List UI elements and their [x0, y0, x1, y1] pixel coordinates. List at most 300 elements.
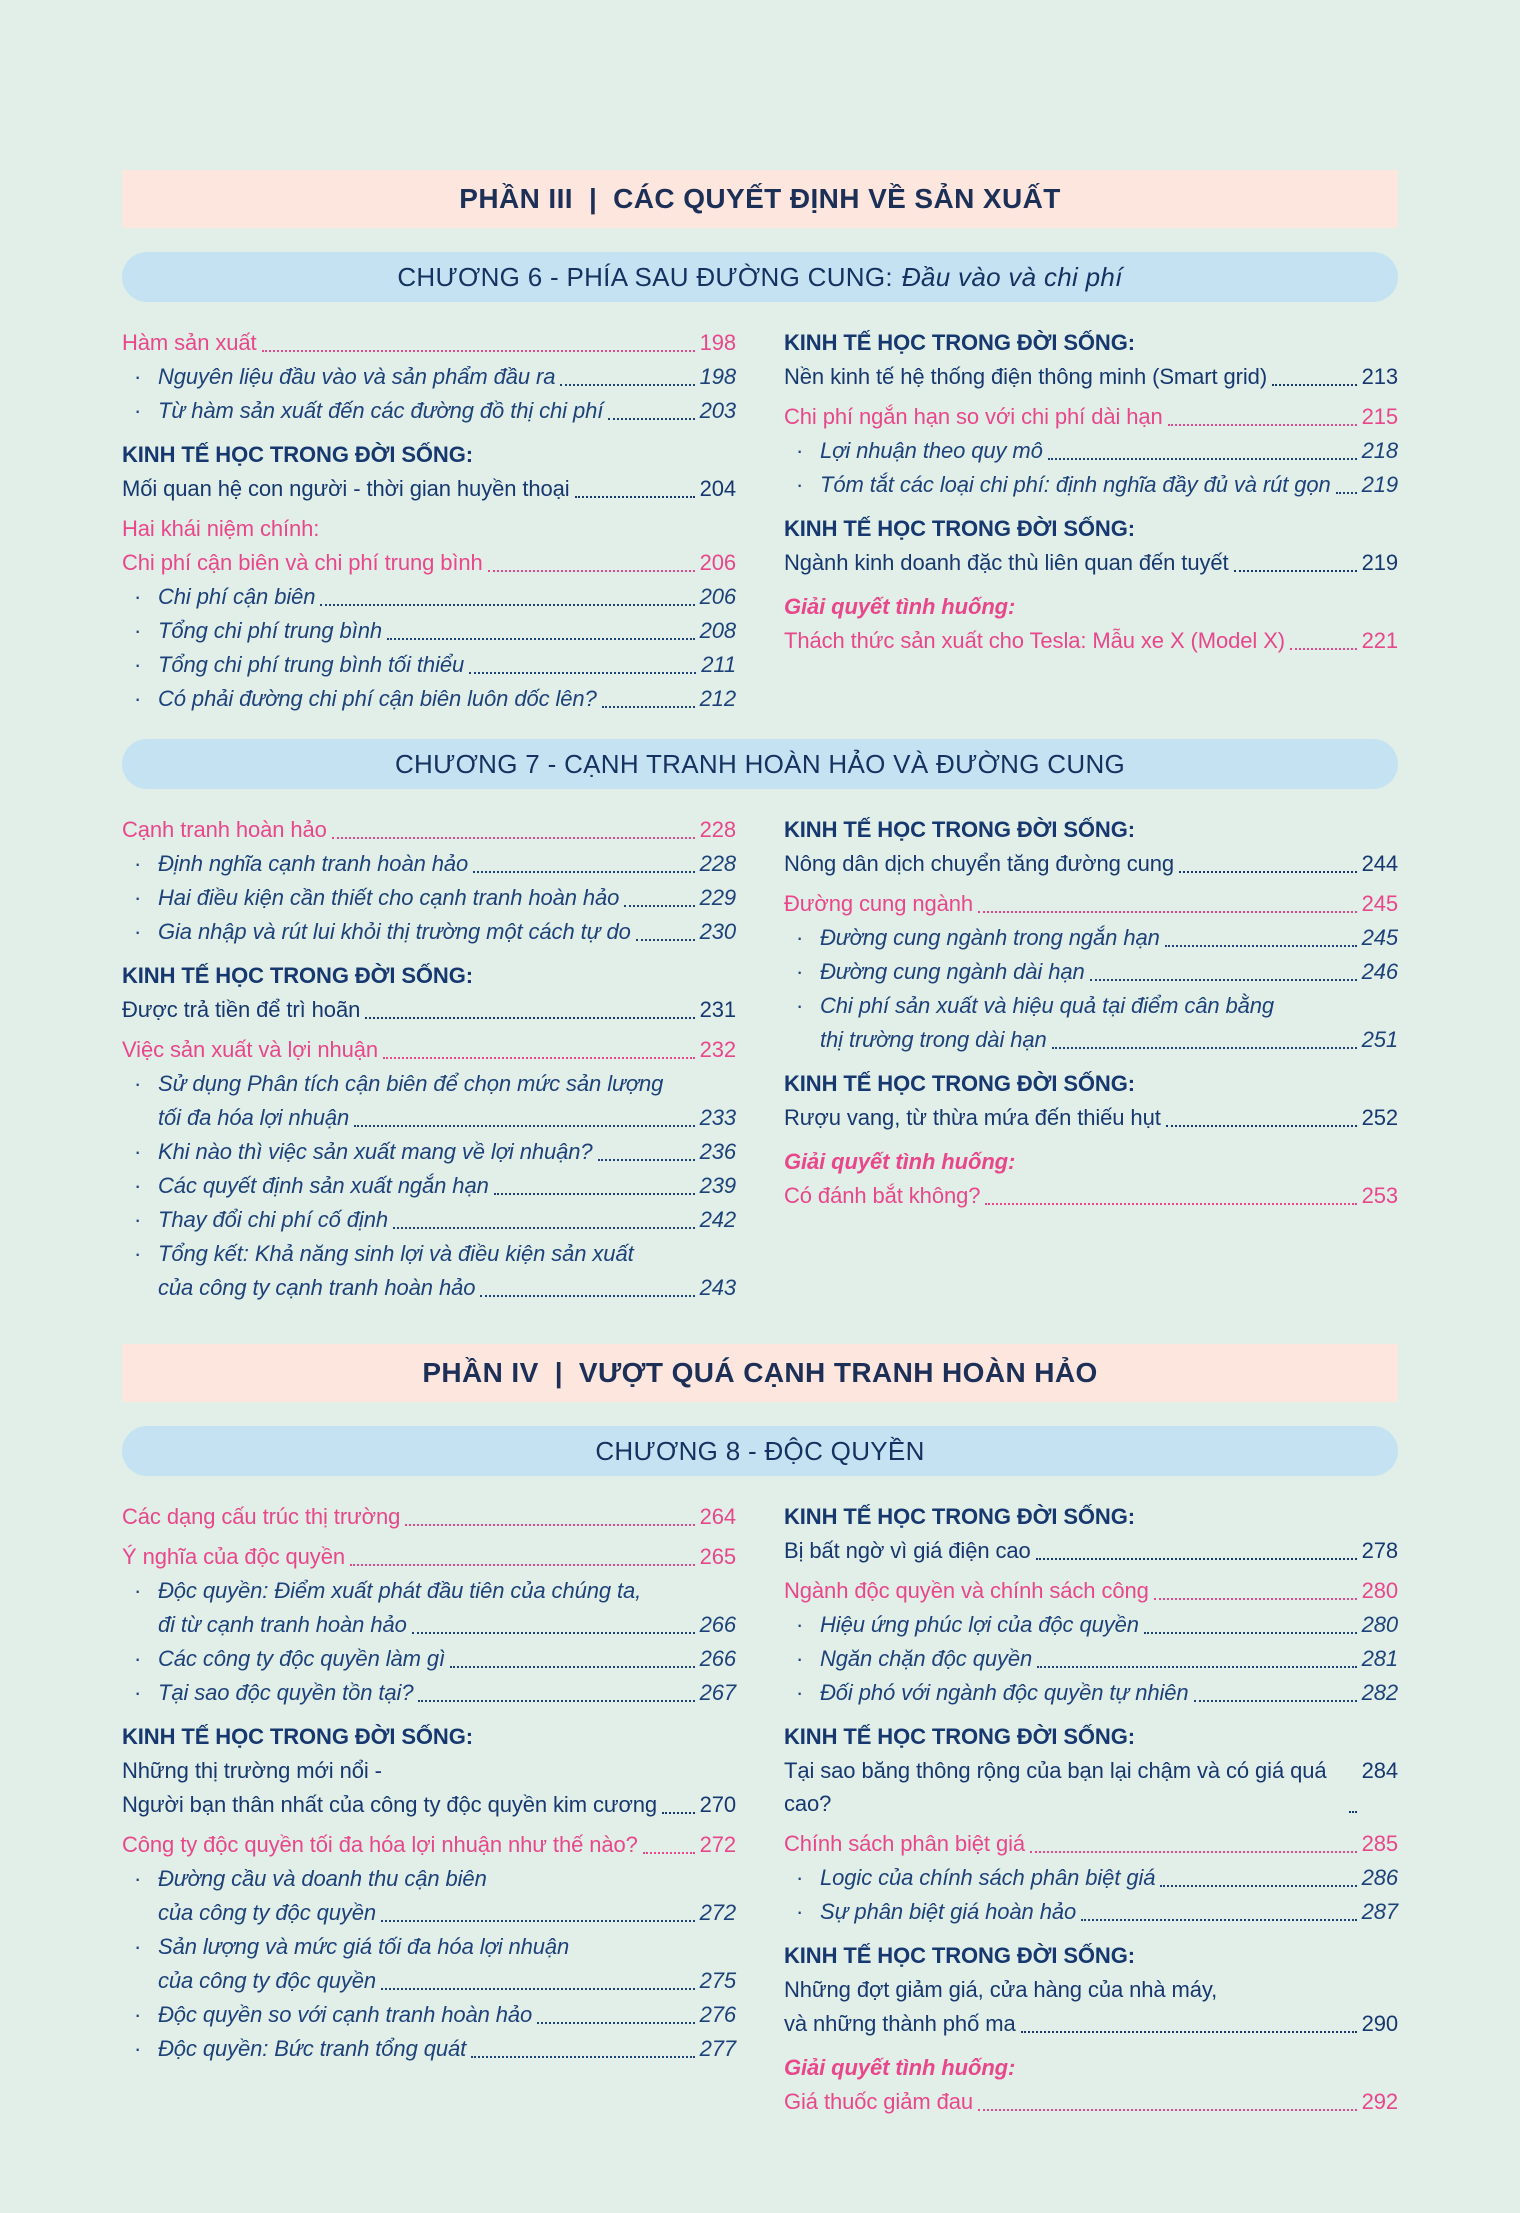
toc-entry — [122, 1169, 736, 1202]
page-number: 285 — [1361, 1831, 1398, 1856]
page-number: 270 — [699, 1792, 736, 1817]
toc-entry — [122, 1608, 736, 1641]
bullet-marker: · — [134, 851, 142, 876]
toc-entry — [122, 614, 736, 647]
dot-leader — [1052, 1047, 1357, 1049]
entry-text: Ngành kinh doanh đặc thù liên quan đến tuyết — [784, 550, 1229, 575]
toc-entry — [122, 1896, 736, 1929]
bullet-marker: · — [796, 1865, 804, 1890]
entry-text: Chính sách phân biệt giá — [784, 1831, 1025, 1856]
dot-leader — [494, 1193, 695, 1195]
bullet-marker: · — [134, 652, 142, 677]
page-number: 245 — [1361, 925, 1398, 950]
page-number: 211 — [701, 652, 736, 677]
entry-text: Ngành độc quyền và chính sách công — [784, 1578, 1149, 1603]
entry-text: Ý nghĩa của độc quyền — [122, 1544, 345, 1569]
bullet-marker: · — [134, 2036, 142, 2061]
toc-entry — [122, 682, 736, 715]
entry-text: Logic của chính sách phân biệt giá — [820, 1865, 1156, 1890]
entry-text: Giá thuốc giảm đau — [784, 2089, 973, 2114]
dot-leader — [1336, 492, 1357, 494]
toc-entry — [122, 1788, 736, 1821]
page-number: 213 — [1361, 364, 1398, 389]
toc-entry — [122, 546, 736, 579]
toc-entry — [784, 468, 1398, 501]
dot-leader — [985, 1203, 1356, 1205]
toc-entry — [784, 1534, 1398, 1567]
toc-columns — [122, 326, 1398, 715]
dot-leader — [575, 496, 695, 498]
entry-text: KINH TẾ HỌC TRONG ĐỜI SỐNG: — [122, 1724, 473, 1749]
toc-entry — [122, 1033, 736, 1066]
toc-entry — [122, 1642, 736, 1675]
dot-leader — [1179, 871, 1357, 873]
dot-leader — [1160, 1885, 1356, 1887]
toc-column-left — [122, 326, 736, 715]
bullet-marker: · — [796, 959, 804, 984]
toc-entry — [122, 326, 736, 359]
page-number: 276 — [699, 2002, 736, 2027]
page-number: 272 — [699, 1900, 736, 1925]
toc-entry — [784, 2007, 1398, 2040]
toc-entry — [784, 360, 1398, 393]
page-number: 198 — [699, 330, 736, 355]
bullet-marker: · — [134, 1207, 142, 1232]
entry-text: của công ty độc quyền — [158, 1968, 377, 1993]
dot-leader — [1021, 2031, 1357, 2033]
bullet-marker: · — [796, 472, 804, 497]
toc-columns — [122, 813, 1398, 1304]
page-number: 243 — [699, 1275, 736, 1300]
dot-leader — [537, 2022, 694, 2024]
chapter-banner — [122, 739, 1398, 789]
entry-text: Tại sao độc quyền tồn tại? — [158, 1680, 414, 1705]
chapter-subtitle: Đầu vào và chi phí — [901, 261, 1123, 292]
page-number: 287 — [1361, 1899, 1398, 1924]
entry-text: Chi phí ngắn hạn so với chi phí dài hạn — [784, 404, 1163, 429]
toc-entry — [122, 648, 736, 681]
entry-text: Tổng kết: Khả năng sinh lợi và điều kiện sản xuất — [158, 1241, 634, 1266]
entry-text: Chi phí cận biên — [158, 584, 316, 609]
page-number: 267 — [699, 1680, 736, 1705]
dot-leader — [636, 939, 695, 941]
part-banner — [122, 1344, 1398, 1402]
toc-entry — [784, 1676, 1398, 1709]
bullet-marker: · — [796, 1899, 804, 1924]
page-number: 232 — [699, 1037, 736, 1062]
bullet-marker: · — [134, 618, 142, 643]
bullet-marker: · — [134, 686, 142, 711]
bullet-marker: · — [134, 1866, 142, 1891]
dot-leader — [1037, 1666, 1356, 1668]
page-number: 252 — [1361, 1105, 1398, 1130]
toc-entry — [122, 2032, 736, 2065]
toc-entry — [784, 1720, 1398, 1753]
dot-leader — [387, 638, 695, 640]
dot-leader — [1030, 1851, 1357, 1853]
entry-text: Hai điều kiện cần thiết cho cạnh tranh hoàn hảo — [158, 885, 620, 910]
entry-text: Hiệu ứng phúc lợi của độc quyền — [820, 1612, 1139, 1637]
dot-leader — [1165, 945, 1357, 947]
toc-entry — [122, 1271, 736, 1304]
toc-entry — [784, 1574, 1398, 1607]
dot-leader — [1194, 1700, 1357, 1702]
dot-leader — [381, 1988, 695, 1990]
part-divider: | — [588, 183, 598, 214]
bullet-marker: · — [134, 1578, 142, 1603]
entry-text: của công ty độc quyền — [158, 1900, 377, 1925]
toc-entry — [784, 1827, 1398, 1860]
entry-text: Nền kinh tế hệ thống điện thông minh (Smart grid) — [784, 364, 1268, 389]
dot-leader — [350, 1564, 695, 1566]
entry-text: của công ty cạnh tranh hoàn hảo — [158, 1275, 476, 1300]
page-number: 228 — [699, 851, 736, 876]
toc-entry — [122, 1101, 736, 1134]
entry-text: Lợi nhuận theo quy mô — [820, 438, 1043, 463]
page-number: 286 — [1361, 1865, 1398, 1890]
dot-leader — [1081, 1919, 1356, 1921]
page-number: 245 — [1361, 891, 1398, 916]
bullet-marker: · — [134, 364, 142, 389]
entry-text: và những thành phố ma — [784, 2011, 1016, 2036]
part-label: PHẦN IV — [422, 1357, 539, 1388]
entry-text: Đường cung ngành dài hạn — [820, 959, 1085, 984]
dot-leader — [354, 1125, 694, 1127]
dot-leader — [602, 706, 695, 708]
toc-entry — [784, 1973, 1398, 2006]
bullet-marker: · — [796, 1646, 804, 1671]
toc-entry — [122, 1862, 736, 1895]
toc-entry — [784, 847, 1398, 880]
dot-leader — [381, 1920, 695, 1922]
dot-leader — [1290, 648, 1357, 650]
toc-entry — [784, 1861, 1398, 1894]
bullet-marker: · — [134, 2002, 142, 2027]
dot-leader — [624, 905, 694, 907]
toc-entry — [122, 1540, 736, 1573]
entry-text: Có đánh bắt không? — [784, 1183, 981, 1208]
toc-entry — [784, 1608, 1398, 1641]
part-label: PHẦN III — [459, 183, 573, 214]
toc-entry — [784, 1145, 1398, 1178]
toc-entry — [122, 472, 736, 505]
bullet-marker: · — [134, 919, 142, 944]
toc-entry — [122, 959, 736, 992]
page-number: 236 — [699, 1139, 736, 1164]
dot-leader — [978, 2109, 1357, 2111]
entry-text: Giải quyết tình huống: — [784, 594, 1016, 619]
dot-leader — [1144, 1632, 1357, 1634]
entry-text: Những đợt giảm giá, cửa hàng của nhà máy, — [784, 1977, 1218, 2002]
toc-entry — [122, 1067, 736, 1100]
entry-text: Tóm tắt các loại chi phí: định nghĩa đầy đủ và rút gọn — [820, 472, 1331, 497]
page-number: 280 — [1361, 1578, 1398, 1603]
dot-leader — [365, 1017, 694, 1019]
entry-text: Bị bất ngờ vì giá điện cao — [784, 1538, 1031, 1563]
entry-text: Chi phí cận biên và chi phí trung bình — [122, 550, 483, 575]
dot-leader — [488, 570, 695, 572]
toc-entry — [784, 400, 1398, 433]
toc-entry — [122, 881, 736, 914]
toc-entry — [122, 438, 736, 471]
dot-leader — [471, 2056, 694, 2058]
toc-entry — [122, 1720, 736, 1753]
page-number: 204 — [699, 476, 736, 501]
page-number: 212 — [699, 686, 736, 711]
toc-entry — [122, 1676, 736, 1709]
toc-entry — [784, 1500, 1398, 1533]
entry-text: Gia nhập và rút lui khỏi thị trường một cách tự do — [158, 919, 631, 944]
bullet-marker: · — [796, 993, 804, 1018]
bullet-marker: · — [796, 925, 804, 950]
toc-entry — [122, 1203, 736, 1236]
bullet-marker: · — [134, 584, 142, 609]
part-banner — [122, 170, 1398, 228]
entry-text: Tổng chi phí trung bình tối thiểu — [158, 652, 465, 677]
entry-text: Khi nào thì việc sản xuất mang về lợi nhuận? — [158, 1139, 593, 1164]
page-number: 292 — [1361, 2089, 1398, 2114]
entry-text: Ngăn chặn độc quyền — [820, 1646, 1033, 1671]
page-number: 281 — [1361, 1646, 1398, 1671]
page-number: 290 — [1361, 2011, 1398, 2036]
toc-entry — [784, 512, 1398, 545]
entry-text: Đường cầu và doanh thu cận biên — [158, 1866, 487, 1891]
entry-text: KINH TẾ HỌC TRONG ĐỜI SỐNG: — [784, 1504, 1135, 1529]
entry-text: Việc sản xuất và lợi nhuận — [122, 1037, 379, 1062]
entry-text: Nguyên liệu đầu vào và sản phẩm đầu ra — [158, 364, 556, 389]
entry-text: Rượu vang, từ thừa mứa đến thiếu hụt — [784, 1105, 1161, 1130]
page-number: 266 — [699, 1646, 736, 1671]
entry-text: đi từ cạnh tranh hoàn hảo — [158, 1612, 407, 1637]
page-number: 246 — [1361, 959, 1398, 984]
page-number: 272 — [699, 1832, 736, 1857]
dot-leader — [662, 1812, 695, 1814]
entry-text: Chi phí sản xuất và hiệu quả tại điểm cân bằng — [820, 993, 1275, 1018]
toc-column-right — [784, 1500, 1398, 2118]
bullet-marker: · — [134, 1241, 142, 1266]
entry-text: KINH TẾ HỌC TRONG ĐỜI SỐNG: — [784, 1943, 1135, 1968]
toc-column-right — [784, 813, 1398, 1304]
entry-text: Hai khái niệm chính: — [122, 516, 320, 541]
entry-text: Đối phó với ngành độc quyền tự nhiên — [820, 1680, 1189, 1705]
dot-leader — [1036, 1558, 1357, 1560]
page-number: 253 — [1361, 1183, 1398, 1208]
toc-entry — [122, 1500, 736, 1533]
toc-entry — [122, 1964, 736, 1997]
toc-entry — [122, 993, 736, 1026]
chapter-title: CHƯƠNG 6 - PHÍA SAU ĐƯỜNG CUNG: — [397, 261, 893, 292]
entry-text: Các công ty độc quyền làm gì — [158, 1646, 446, 1671]
entry-text: Thay đổi chi phí cố định — [158, 1207, 388, 1232]
dot-leader — [1166, 1125, 1357, 1127]
page-number: 275 — [699, 1968, 736, 1993]
entry-text: Có phải đường chi phí cận biên luôn dốc lên? — [158, 686, 597, 711]
page-number: 284 — [1361, 1758, 1398, 1783]
toc-entry — [122, 1237, 736, 1270]
chapter-title: CHƯƠNG 7 - CẠNH TRANH HOÀN HẢO VÀ ĐƯỜNG CUNG — [394, 748, 1126, 779]
dot-leader — [978, 911, 1357, 913]
part-divider: | — [554, 1357, 563, 1388]
page-number: 229 — [699, 885, 736, 910]
toc-entry — [122, 1998, 736, 2031]
toc-entry — [784, 1939, 1398, 1972]
entry-text: KINH TẾ HỌC TRONG ĐỜI SỐNG: — [784, 330, 1135, 355]
part-title: VƯỢT QUÁ CẠNH TRANH HOÀN HẢO — [578, 1357, 1098, 1388]
entry-text: Người bạn thân nhất của công ty độc quyền kim cương — [122, 1792, 658, 1817]
entry-text: Giải quyết tình huống: — [784, 2055, 1016, 2080]
toc-entry — [784, 1642, 1398, 1675]
dot-leader — [412, 1632, 695, 1634]
toc-entry — [122, 360, 736, 393]
toc-entry — [784, 326, 1398, 359]
dot-leader — [643, 1852, 695, 1854]
entry-text: Độc quyền so với cạnh tranh hoàn hảo — [158, 2002, 533, 2027]
page-number: 282 — [1361, 1680, 1398, 1705]
bullet-marker: · — [796, 1612, 804, 1637]
page-number: 218 — [1361, 438, 1398, 463]
page-number: 208 — [699, 618, 736, 643]
bullet-marker: · — [134, 1173, 142, 1198]
toc-entry — [122, 915, 736, 948]
page-number: 203 — [699, 398, 736, 423]
dot-leader — [332, 837, 695, 839]
part-title: CÁC QUYẾT ĐỊNH VỀ SẢN XUẤT — [613, 183, 1061, 214]
toc-entry — [122, 512, 736, 545]
page-number: 242 — [699, 1207, 736, 1232]
page-number: 233 — [699, 1105, 736, 1130]
toc-entry — [784, 2085, 1398, 2118]
toc-entry — [122, 1930, 736, 1963]
page-number: 264 — [699, 1504, 736, 1529]
chapter-banner — [122, 252, 1398, 302]
dot-leader — [405, 1524, 694, 1526]
dot-leader — [1154, 1598, 1357, 1600]
toc-entry — [784, 989, 1398, 1022]
entry-text: Đường cung ngành — [784, 891, 974, 916]
entry-text: Từ hàm sản xuất đến các đường đồ thị chi phí — [158, 398, 604, 423]
toc-entry — [122, 1135, 736, 1168]
page-number: 228 — [699, 817, 736, 842]
entry-text: Những thị trường mới nổi - — [122, 1758, 382, 1783]
dot-leader — [393, 1227, 695, 1229]
entry-text: KINH TẾ HỌC TRONG ĐỜI SỐNG: — [784, 516, 1135, 541]
toc-entry — [784, 1067, 1398, 1100]
page-number: 206 — [699, 584, 736, 609]
toc-entry — [784, 1179, 1398, 1212]
page-number: 215 — [1361, 404, 1398, 429]
entry-text: Đường cung ngành trong ngắn hạn — [820, 925, 1160, 950]
entry-text: Định nghĩa cạnh tranh hoàn hảo — [158, 851, 469, 876]
toc-entry — [784, 434, 1398, 467]
page-number: 280 — [1361, 1612, 1398, 1637]
dot-leader — [469, 672, 696, 674]
entry-text: KINH TẾ HỌC TRONG ĐỜI SỐNG: — [122, 442, 473, 467]
dot-leader — [1234, 570, 1357, 572]
dot-leader — [418, 1700, 694, 1702]
entry-text: Giải quyết tình huống: — [784, 1149, 1016, 1174]
toc-entry — [122, 847, 736, 880]
page-number: 251 — [1361, 1027, 1398, 1052]
toc-entry — [784, 813, 1398, 846]
page-number: 244 — [1361, 851, 1398, 876]
dot-leader — [1349, 1811, 1357, 1813]
page-number: 231 — [699, 997, 736, 1022]
entry-text: KINH TẾ HỌC TRONG ĐỜI SỐNG: — [784, 1724, 1135, 1749]
toc-entry — [784, 887, 1398, 920]
page-number: 239 — [699, 1173, 736, 1198]
entry-text: Các dạng cấu trúc thị trường — [122, 1504, 401, 1529]
toc-entry — [122, 394, 736, 427]
toc-columns — [122, 1500, 1398, 2118]
bullet-marker: · — [796, 1680, 804, 1705]
toc-entry — [784, 546, 1398, 579]
dot-leader — [1168, 424, 1357, 426]
entry-text: Độc quyền: Điểm xuất phát đầu tiên của chúng ta, — [158, 1578, 642, 1603]
entry-text: Sự phân biệt giá hoàn hảo — [820, 1899, 1077, 1924]
page-number: 266 — [699, 1612, 736, 1637]
entry-text: Được trả tiền để trì hoãn — [122, 997, 361, 1022]
toc-entry — [784, 1754, 1398, 1820]
toc-entry — [122, 1828, 736, 1861]
entry-text: KINH TẾ HỌC TRONG ĐỜI SỐNG: — [122, 963, 473, 988]
dot-leader — [450, 1666, 695, 1668]
entry-text: Hàm sản xuất — [122, 330, 257, 355]
bullet-marker: · — [134, 1934, 142, 1959]
dot-leader — [598, 1159, 695, 1161]
toc-column-left — [122, 813, 736, 1304]
entry-text: Công ty độc quyền tối đa hóa lợi nhuận như thế nào? — [122, 1832, 638, 1857]
entry-text: Cạnh tranh hoàn hảo — [122, 817, 327, 842]
dot-leader — [262, 350, 695, 352]
entry-text: Tại sao băng thông rộng của bạn lại chậm và có giá quá cao? — [784, 1758, 1327, 1816]
page-number: 219 — [1361, 550, 1398, 575]
dot-leader — [320, 604, 694, 606]
toc-entry — [784, 955, 1398, 988]
toc-entry — [784, 1023, 1398, 1056]
dot-leader — [1090, 979, 1357, 981]
toc-entry — [122, 1574, 736, 1607]
page-number: 206 — [699, 550, 736, 575]
page-number: 219 — [1361, 472, 1398, 497]
toc-entry — [784, 624, 1398, 657]
entry-text: Nông dân dịch chuyển tăng đường cung — [784, 851, 1175, 876]
page-number: 278 — [1361, 1538, 1398, 1563]
dot-leader — [560, 384, 694, 386]
toc-column-right — [784, 326, 1398, 715]
page-number: 277 — [699, 2036, 736, 2061]
entry-text: tối đa hóa lợi nhuận — [158, 1105, 350, 1130]
chapter-banner — [122, 1426, 1398, 1476]
toc-entry — [784, 921, 1398, 954]
dot-leader — [608, 418, 694, 420]
toc-entry — [784, 2051, 1398, 2084]
toc-entry — [122, 1754, 736, 1787]
entry-text: Sản lượng và mức giá tối đa hóa lợi nhuận — [158, 1934, 570, 1959]
page-number: 265 — [699, 1544, 736, 1569]
chapter-title: CHƯƠNG 8 - ĐỘC QUYỀN — [595, 1435, 925, 1466]
entry-text: KINH TẾ HỌC TRONG ĐỜI SỐNG: — [784, 817, 1135, 842]
page-number: 230 — [699, 919, 736, 944]
toc-column-left — [122, 1500, 736, 2118]
toc-entry — [122, 813, 736, 846]
dot-leader — [383, 1057, 695, 1059]
page-number: 198 — [699, 364, 736, 389]
toc-entry — [122, 580, 736, 613]
entry-text: Thách thức sản xuất cho Tesla: Mẫu xe X (Model X) — [784, 628, 1285, 653]
bullet-marker: · — [134, 885, 142, 910]
bullet-marker: · — [134, 1680, 142, 1705]
toc-entry — [784, 1895, 1398, 1928]
